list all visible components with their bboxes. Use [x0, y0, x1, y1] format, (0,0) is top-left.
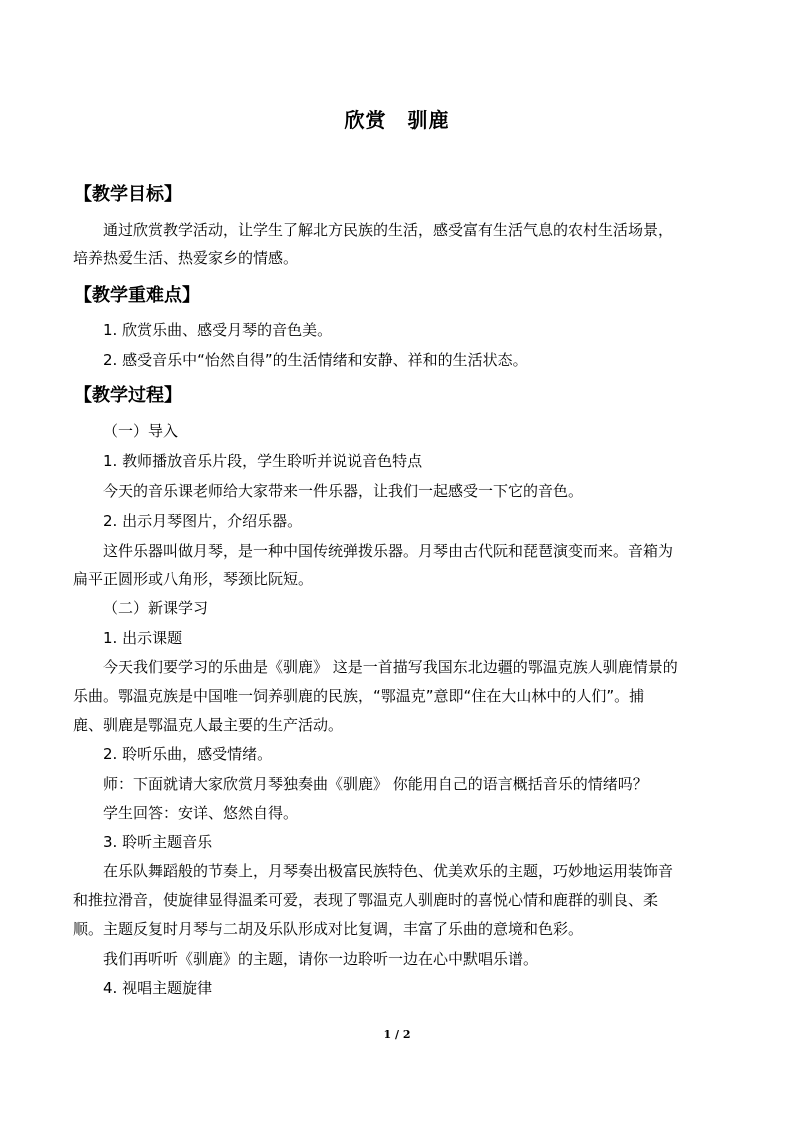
process-line-5: 这件乐器叫做月琴，是一种中国传统弹拨乐器。月琴由古代阮和琵琶演变而来。音箱为	[103, 542, 674, 560]
process-line-20: 4. 视唱主题旋律	[103, 979, 213, 997]
document-title: 欣赏 驯鹿	[344, 108, 450, 132]
heading-process: 【教学过程】	[74, 385, 182, 406]
process-line-4: 2. 出示月琴图片，介绍乐器。	[103, 512, 303, 530]
heading-objectives: 【教学目标】	[74, 184, 182, 205]
process-line-17: 和推拉滑音，使旋律显得温柔可爱，表现了鄂温克人驯鹿时的喜悦心情和鹿群的驯良、柔	[73, 891, 659, 909]
process-line-7: （二）新课学习	[103, 599, 209, 617]
page-number: 1 / 2	[383, 1028, 411, 1041]
process-line-19: 我们再听听《驯鹿》的主题，请你一边聆听一边在心中默唱乐谱。	[103, 950, 539, 968]
process-line-10: 乐曲。鄂温克族是中国唯一饲养驯鹿的民族，“鄂温克”意即“住在大山林中的人们”。捕	[73, 687, 645, 705]
process-line-12: 2. 聆听乐曲，感受情绪。	[103, 745, 273, 763]
heading-keypoints: 【教学重难点】	[74, 285, 200, 306]
process-line-2: 1. 教师播放音乐片段，学生聆听并说说音色特点	[103, 452, 423, 470]
process-line-13: 师：下面就请大家欣赏月琴独奏曲《驯鹿》 你能用自己的语言概括音乐的情绪吗？	[103, 775, 648, 793]
keypoints-line-2: 2. 感受音乐中“怡然自得”的生活情绪和安静、祥和的生活状态。	[103, 351, 528, 369]
process-line-18: 顺。主题反复时月琴与二胡及乐队形成对比复调，丰富了乐曲的意境和色彩。	[73, 920, 584, 938]
objectives-line-2: 培养热爱生活、热爱家乡的情感。	[73, 249, 299, 267]
keypoints-line-1: 1. 欣赏乐曲、感受月琴的音色美。	[103, 321, 333, 339]
process-line-9: 今天我们要学习的乐曲是《驯鹿》 这是一首描写我国东北边疆的鄂温克族人驯鹿情景的	[103, 658, 678, 676]
process-line-8: 1. 出示课题	[103, 629, 183, 647]
process-line-15: 3. 聆听主题音乐	[103, 833, 213, 851]
objectives-line-1: 通过欣赏教学活动，让学生了解北方民族的生活，感受富有生活气息的农村生活场景，	[103, 221, 674, 239]
process-line-14: 学生回答：安详、悠然自得。	[103, 804, 299, 822]
process-line-16: 在乐队舞蹈般的节奏上，月琴奏出极富民族特色、优美欢乐的主题，巧妙地运用装饰音	[103, 862, 674, 880]
process-line-11: 鹿、驯鹿是鄂温克人最主要的生产活动。	[73, 716, 344, 734]
process-line-1: （一）导入	[103, 422, 179, 440]
process-line-3: 今天的音乐课老师给大家带来一件乐器，让我们一起感受一下它的音色。	[103, 482, 584, 500]
process-line-6: 扁平正圆形或八角形，琴颈比阮短。	[73, 570, 314, 588]
